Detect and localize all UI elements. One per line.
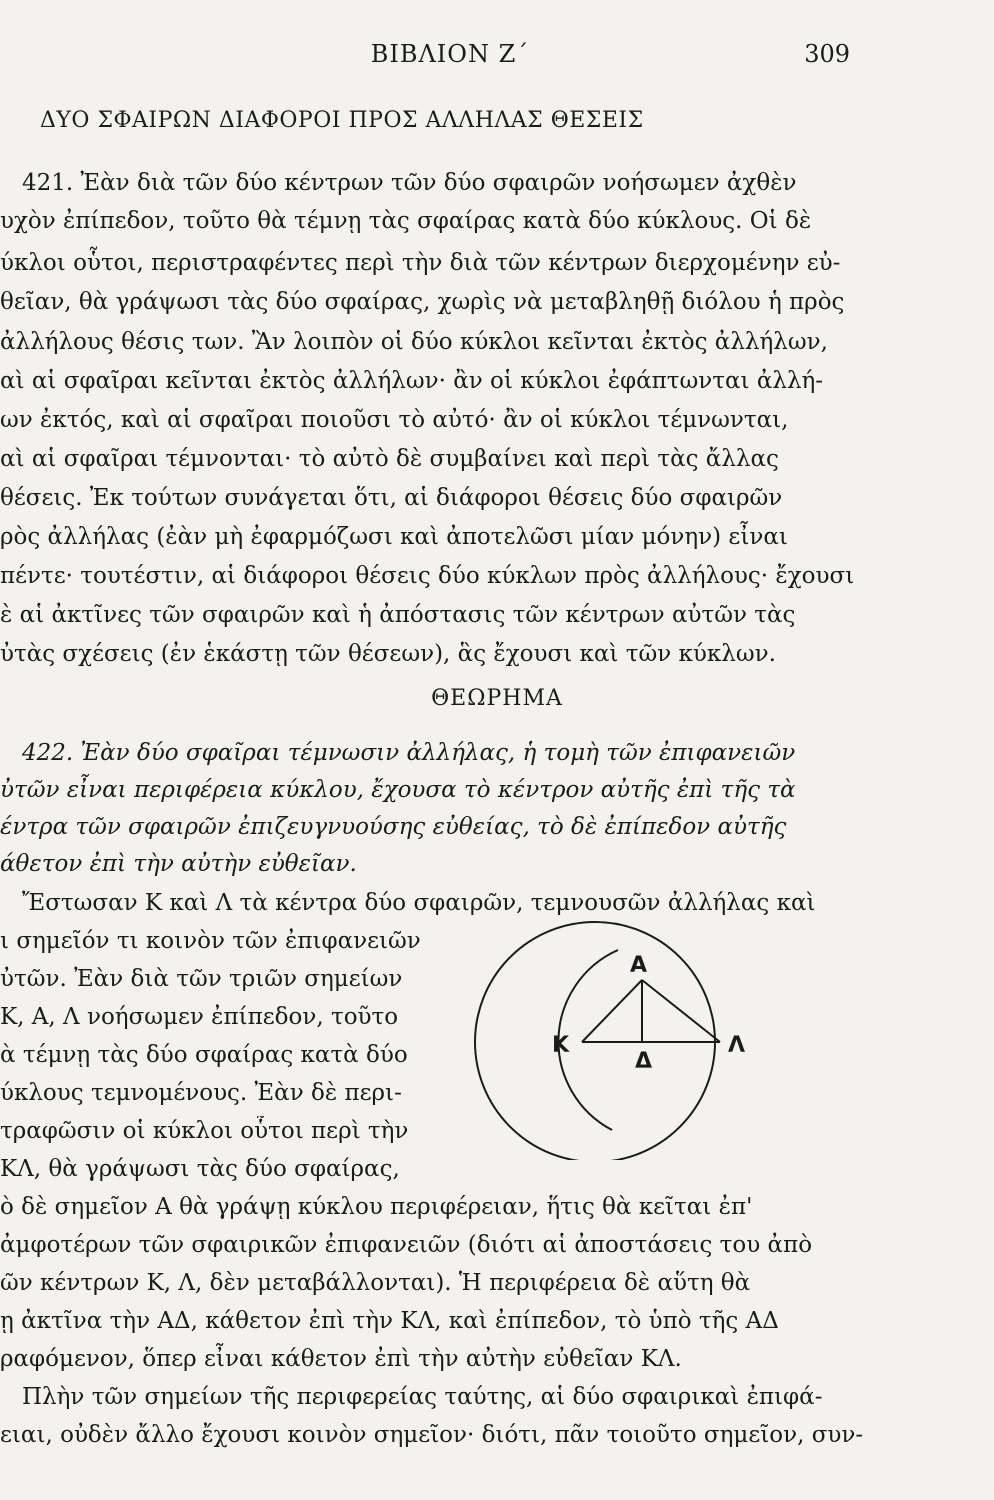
paragraph-line: ἀλλήλους θέσις των. Ἂν λοιπὸν οἱ δύο κύκλοι κεῖνται ἐκτὸς ἀλλήλων, xyxy=(0,329,828,355)
label-k: Κ xyxy=(552,1033,570,1058)
proof-line: ι σημεῖόν τι κοινὸν τῶν ἐπιφανειῶν xyxy=(0,928,421,954)
paragraph-line: ων ἐκτός, καὶ αἱ σφαῖραι ποιοῦσι τὸ αὐτό· ἂν οἱ κύκλοι τέμνωνται, xyxy=(0,407,789,433)
proof-line: ἀμφοτέρων τῶν σφαιρικῶν ἐπιφανειῶν (διότι αἱ ἀποστάσεις του ἀπὸ xyxy=(0,1232,813,1258)
running-title: ΒΙΒΛΙΟΝ Ζ΄ xyxy=(370,40,530,68)
paragraph-line: ὐτὰς σχέσεις (ἐν ἑκάστῃ τῶν θέσεων), ἃς ἔχουσι καὶ τῶν κύκλων. xyxy=(0,641,776,667)
proof-line: ῃ ἀκτῖνα τὴν ΑΔ, κάθετον ἐπὶ τὴν ΚΛ, καὶ ἐπίπεδον, τὸ ὑπὸ τῆς ΑΔ xyxy=(0,1308,779,1334)
segment-al xyxy=(642,980,720,1042)
proof-line: Ἔστωσαν Κ καὶ Λ τὰ κέντρα δύο σφαιρῶν, τεμνουσῶν ἀλλήλας καὶ xyxy=(22,890,816,916)
paragraph-line: θεῖαν, θὰ γράψωσι τὰς δύο σφαίρας, χωρὶς νὰ μεταβληθῇ διόλου ἡ πρὸς xyxy=(0,289,845,315)
theorem-line: ὐτῶν εἶναι περιφέρεια κύκλου, ἔχουσα τὸ κέντρον αὐτῆς ἐπὶ τῆς τὰ xyxy=(0,777,796,803)
page-number: 309 xyxy=(804,40,850,68)
paragraph-line: αὶ αἱ σφαῖραι κεῖνται ἐκτὸς ἀλλήλων· ἂν οἱ κύκλοι ἐφάπτωνται ἀλλή- xyxy=(0,368,824,394)
proof-line: ὐτῶν. Ἐὰν διὰ τῶν τριῶν σημείων xyxy=(0,966,403,992)
proof-line: ὸ δὲ σημεῖον Α θὰ γράψῃ κύκλου περιφέρειαν, ἥτις θὰ κεῖται ἐπ' xyxy=(0,1194,753,1220)
label-a: Α xyxy=(630,953,648,978)
proof-line: ΚΛ, θὰ γράψωσι τὰς δύο σφαίρας, xyxy=(0,1156,400,1182)
label-d: Δ xyxy=(635,1049,653,1074)
section-title: ΔΥΟ ΣΦΑΙΡΩΝ ΔΙΑΦΟΡΟΙ ΠΡΟΣ ΑΛΛΗΛΑΣ ΘΕΣΕΙΣ xyxy=(40,108,644,133)
paragraph-line: ὲ αἱ ἀκτῖνες τῶν σφαιρῶν καὶ ἡ ἀπόστασις τῶν κέντρων αὐτῶν τὰς xyxy=(0,602,796,628)
proof-line: ραφόμενον, ὅπερ εἶναι κάθετον ἐπὶ τὴν αὐτὴν εὐθεῖαν ΚΛ. xyxy=(0,1346,682,1372)
paragraph-line: ύκλοι οὗτοι, περιστραφέντες περὶ τὴν διὰ τῶν κέντρων διερχομένην εὐ- xyxy=(0,250,841,276)
intersecting-spheres-figure xyxy=(470,900,800,1160)
figure-svg xyxy=(470,900,800,1160)
paragraph-line: πέντε· τουτέστιν, αἱ διάφοροι θέσεις δύο κύκλων πρὸς ἀλλήλους· ἔχουσι xyxy=(0,563,855,589)
proof-line: Κ, Α, Λ νοήσωμεν ἐπίπεδον, τοῦτο xyxy=(0,1004,399,1030)
proof-line: ὰ τέμνῃ τὰς δύο σφαίρας κατὰ δύο xyxy=(0,1042,408,1068)
proof-line: τραφῶσιν οἱ κύκλοι οὗτοι περὶ τὴν xyxy=(0,1118,409,1144)
theorem-title: ΘΕΩΡΗΜΑ xyxy=(431,686,563,711)
paragraph-line: ρὸς ἀλλήλας (ἐὰν μὴ ἐφαρμόζωσι καὶ ἀποτελῶσι μίαν μόνην) εἶναι xyxy=(0,524,788,550)
proof-line: ῶν κέντρων Κ, Λ, δὲν μεταβάλλονται). Ἡ περιφέρεια δὲ αὕτη θὰ xyxy=(0,1270,751,1296)
paragraph-line: 421. Ἐὰν διὰ τῶν δύο κέντρων τῶν δύο σφαιρῶν νοήσωμεν ἀχθὲν xyxy=(22,170,797,196)
paragraph-line: αὶ αἱ σφαῖραι τέμνονται· τὸ αὐτὸ δὲ συμβαίνει καὶ περὶ τὰς ἄλλας xyxy=(0,446,779,472)
paragraph-line: υχὸν ἐπίπεδον, τοῦτο θὰ τέμνῃ τὰς σφαίρας κατὰ δύο κύκλους. Οἱ δὲ xyxy=(0,208,812,234)
segment-ka xyxy=(582,980,642,1042)
proof-line: Πλὴν τῶν σημείων τῆς περιφερείας ταύτης, αἱ δύο σφαιρικαὶ ἐπιφά- xyxy=(22,1384,823,1410)
label-l: Λ xyxy=(728,1033,746,1058)
theorem-line: έντρα τῶν σφαιρῶν ἐπιζευγνυούσης εὐθείας, τὸ δὲ ἐπίπεδον αὐτῆς xyxy=(0,814,787,840)
paragraph-line: θέσεις. Ἐκ τούτων συνάγεται ὅτι, αἱ διάφοροι θέσεις δύο σφαιρῶν xyxy=(0,485,783,511)
theorem-line: 422. Ἐὰν δύο σφαῖραι τέμνωσιν ἀλλήλας, ἡ τομὴ τῶν ἐπιφανειῶν xyxy=(22,740,796,766)
proof-line: ειαι, οὐδὲν ἄλλο ἔχουσι κοινὸν σημεῖον· διότι, πᾶν τοιοῦτο σημεῖον, συν- xyxy=(0,1422,864,1448)
running-head xyxy=(0,40,994,70)
proof-line: ύκλους τεμνομένους. Ἐὰν δὲ περι- xyxy=(0,1080,402,1106)
theorem-line: άθετον ἐπὶ τὴν αὐτὴν εὐθεῖαν. xyxy=(0,851,357,877)
